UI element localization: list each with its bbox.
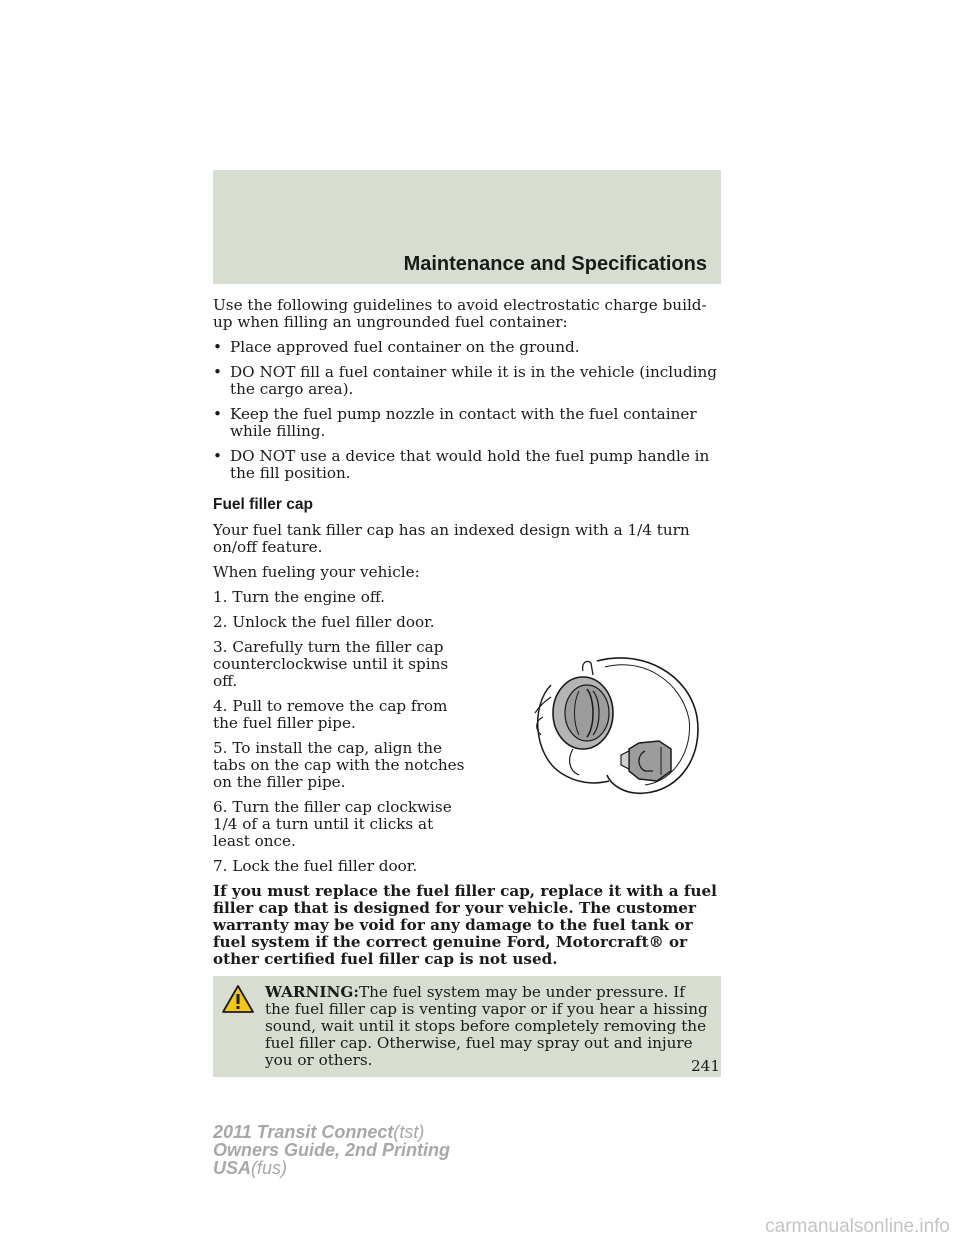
footer-market-code: (fus) <box>251 1158 288 1178</box>
list-item <box>213 448 721 482</box>
step-item: 4. Pull to remove the cap from the fuel filler pipe. <box>213 697 448 732</box>
step-item: 6. Turn the filler cap clockwise 1/4 of a turn until it clicks at least once. <box>213 798 452 850</box>
bullet-icon: • <box>213 338 222 356</box>
footer-edition: Owners Guide, 2nd Printing <box>213 1140 451 1160</box>
footer-market: USA <box>213 1158 252 1178</box>
steps-block <box>213 589 721 875</box>
guidelines-list <box>213 339 721 482</box>
section-lead-in: When fueling your vehicle: <box>213 563 420 581</box>
warning-text <box>221 984 713 1069</box>
step-item: 2. Unlock the fuel filler door. <box>213 613 435 631</box>
list-item <box>213 364 721 398</box>
section-description: Your fuel tank filler cap has an indexed design with a 1/4 turn on/off feature. <box>213 521 690 556</box>
footer-model-code: (tst) <box>393 1122 425 1142</box>
list-item-text: DO NOT fill a fuel container while it is in the vehicle (including the cargo area). <box>230 363 718 398</box>
page-content <box>213 297 721 1077</box>
warning-box <box>213 976 721 1077</box>
footer-model: 2011 Transit Connect <box>213 1122 394 1142</box>
step-item: 3. Carefully turn the filler cap counterclockwise until it spins off. <box>213 638 449 690</box>
chapter-title: Maintenance and Specifications <box>403 253 707 275</box>
replacement-notice: If you must replace the fuel filler cap, replace it with a fuel filler cap that is designed for your vehicle. The customer warranty may be void for any damage to the fuel tank or fuel system if the correct genuine Ford, Motorcraft® or other certified fuel filler cap is not used. <box>213 882 717 968</box>
site-watermark: carmanualsonline.info <box>765 1216 950 1237</box>
chapter-header-band <box>213 170 721 284</box>
warning-triangle-icon <box>221 984 255 1014</box>
intro-paragraph: Use the following guidelines to avoid electrostatic charge build-up when filling an ungrounded fuel container: <box>213 296 707 331</box>
document-footer <box>213 1123 450 1177</box>
section-heading: Fuel filler cap <box>213 496 313 513</box>
list-item <box>213 406 721 440</box>
steps-narrow-column <box>213 639 473 850</box>
bullet-icon: • <box>213 363 222 381</box>
list-item-text: DO NOT use a device that would hold the fuel pump handle in the fill position. <box>230 447 710 482</box>
list-item-text: Keep the fuel pump nozzle in contact with the fuel container while filling. <box>230 405 697 440</box>
bullet-icon: • <box>213 447 222 465</box>
bullet-icon: • <box>213 405 222 423</box>
list-item-text: Place approved fuel container on the ground. <box>230 338 580 356</box>
fuel-filler-cap-icon <box>521 625 711 800</box>
warning-body: The fuel system may be under pressure. If the fuel filler cap is venting vapor or if you hear a hissing sound, wait until it stops before completely removing the fuel filler cap. Otherwise, fuel may spray out and injure you or others. <box>265 983 708 1069</box>
warning-label: WARNING: <box>265 983 359 1001</box>
step-item: 1. Turn the engine off. <box>213 588 385 606</box>
page-number: 241 <box>691 1057 720 1075</box>
step-item: 5. To install the cap, align the tabs on the cap with the notches on the filler pipe. <box>213 739 465 791</box>
step-item: 7. Lock the fuel filler door. <box>213 857 418 875</box>
list-item <box>213 339 721 356</box>
